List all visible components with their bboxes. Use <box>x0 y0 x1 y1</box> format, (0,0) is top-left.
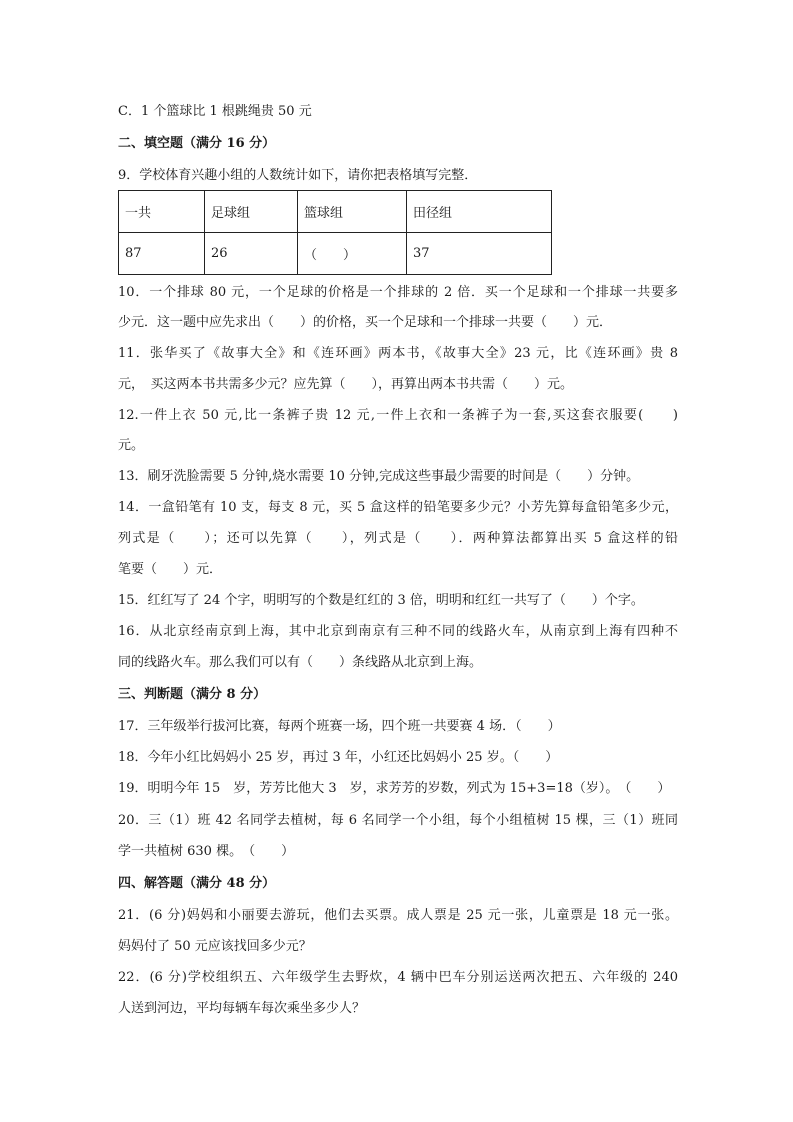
question-19: 19．明明今年 15 岁，芳芳比他大 3 岁，求芳芳的岁数，列式为 15+3=18（岁）。 （ ） <box>118 781 671 796</box>
question-18: 18．今年小红比妈妈小 25 岁，再过 3 年，小红还比妈妈小 25 岁。（ ） <box>118 750 559 765</box>
question-21-line-2: 妈妈付了 50 元应该找回多少元？ <box>118 939 312 954</box>
question-14-line-2: 列式是（ ）；还可以先算（ ），列式是（ ）．两种算法都算出买 5 盒这样的铅 <box>118 531 678 546</box>
question-17: 17．三年级举行拔河比赛，每两个班赛一场，四个班一共要赛 4 场．（ ） <box>118 719 561 734</box>
question-11-line-2: 元， 买这两本书共需多少元？应先算（ ），再算出两本书共需（ ）元。 <box>118 377 574 392</box>
table-cell: 37 <box>407 233 552 275</box>
question-22-line-1: 22．(6 分)学校组织五、六年级学生去野炊，4 辆中巴车分别运送两次把五、六年级的 240 <box>118 970 678 985</box>
section-heading-word-problems: 四、解答题（满分 48 分） <box>118 876 276 891</box>
question-12-line-2: 元。 <box>118 438 145 453</box>
table-row <box>119 191 552 233</box>
section-heading-true-false: 三、判断题（满分 8 分） <box>118 687 267 702</box>
question-20-line-2: 学一共植树 630 棵。 （ ） <box>118 844 295 859</box>
question-15: 15．红红写了 24 个字，明明写的个数是红红的 3 倍，明明和红红一共写了（ ）个字。 <box>118 593 644 608</box>
question-14-line-1: 14．一盒铅笔有 10 支，每支 8 元，买 5 盒这样的铅笔要多少元？小芳先算每盒铅笔多少元， <box>118 500 678 515</box>
table-header-cell: 足球组 <box>205 191 298 233</box>
question-12-line-1: 12.一件上衣 50 元,比一条裤子贵 12 元,一件上衣和一条裤子为一套,买这套衣服要( ) <box>118 408 678 423</box>
question-22-line-2: 人送到河边，平均每辆车每次乘坐多少人？ <box>118 1001 366 1016</box>
table-cell: 87 <box>119 233 205 275</box>
question-16-line-2: 同的线路火车。那么我们可以有（ ）条线路从北京到上海。 <box>118 655 483 670</box>
question-13: 13．刷牙洗脸需要 5 分钟,烧水需要 10 分钟,完成这些事最少需要的时间是（ ）分钟。 <box>118 469 640 484</box>
option-c: C．1 个篮球比 1 根跳绳贵 50 元 <box>118 104 312 119</box>
table-header-cell: 篮球组 <box>298 191 407 233</box>
question-14-line-3: 笔要（ ）元． <box>118 562 223 577</box>
question-10-line-1: 10．一个排球 80 元，一个足球的价格是一个排球的 2 倍．买一个足球和一个排球一共要多 <box>118 285 678 300</box>
table-cell: 26 <box>205 233 298 275</box>
question-9: 9．学校体育兴趣小组的人数统计如下，请你把表格填写完整． <box>118 168 478 183</box>
question-16-line-1: 16．从北京经南京到上海，其中北京到南京有三种不同的线路火车，从南京到上海有四种不 <box>118 624 678 639</box>
table-header-cell: 田径组 <box>407 191 552 233</box>
question-20-line-1: 20．三（1）班 42 名同学去植树，每 6 名同学一个小组，每个小组植树 15 棵，三（1）班同 <box>118 813 678 828</box>
table-header-cell: 一共 <box>119 191 205 233</box>
question-11-line-1: 11．张华买了《故事大全》和《连环画》两本书，《故事大全》23 元，比《连环画》贵 8 <box>118 346 678 361</box>
section-heading-fill-in: 二、填空题（满分 16 分） <box>118 136 276 151</box>
table-cell-blank: （ ） <box>298 233 407 275</box>
sports-group-table <box>118 190 552 275</box>
question-21-line-1: 21．(6 分)妈妈和小丽要去游玩，他们去买票。成人票是 25 元一张，儿童票是 18 元一张。 <box>118 908 678 923</box>
question-10-line-2: 少元．这一题中应先求出（ ）的价格，买一个足球和一个排球一共要（ ）元． <box>118 315 613 330</box>
table-row <box>119 233 552 275</box>
